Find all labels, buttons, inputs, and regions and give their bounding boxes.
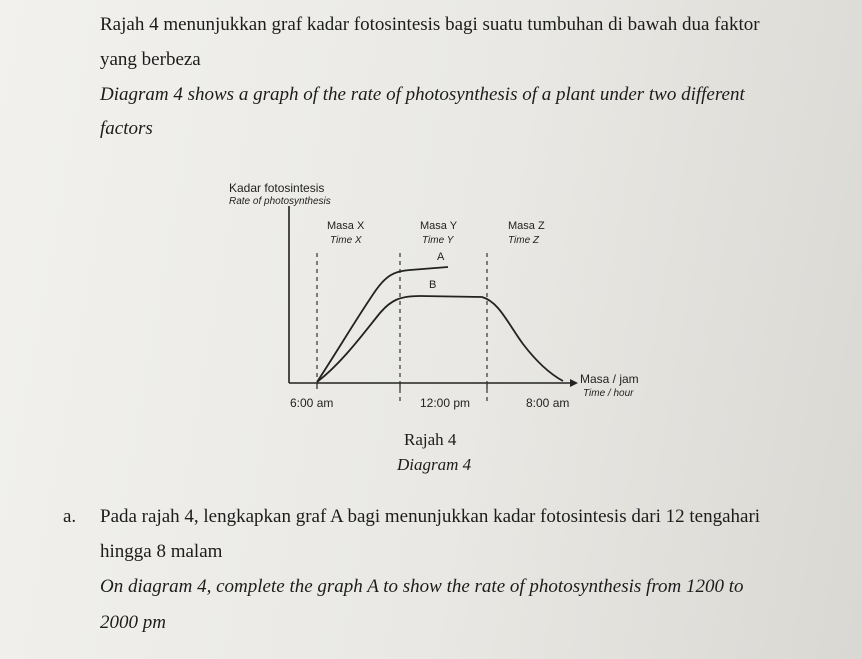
tick-label-6am: 6:00 am	[290, 396, 334, 410]
question-en-line2: 2000 pm	[100, 612, 166, 633]
intro-ms-line1: Rajah 4 menunjukkan graf kadar fotosintesis bagi suatu tumbuhan di bawah dua faktor	[100, 14, 760, 35]
question-en-line1: On diagram 4, complete the graph A to show the rate of photosynthesis from 1200 to	[100, 576, 744, 597]
y-axis-label-ms: Kadar fotosintesis	[229, 181, 325, 195]
intro-ms-line2: yang berbeza	[100, 49, 201, 70]
question-ms-line2: hingga 8 malam	[100, 541, 223, 562]
time-x-label-en: Time X	[330, 235, 362, 246]
question-ms-line1: Pada rajah 4, lengkapkan graf A bagi menunjukkan kadar fotosintesis dari 12 tengahari	[100, 506, 761, 527]
curve-a-label: A	[437, 251, 445, 263]
tick-label-8am: 8:00 am	[526, 396, 570, 410]
x-axis-label-ms: Masa / jam	[580, 372, 639, 386]
caption-en: Diagram 4	[397, 455, 472, 474]
intro-en-line1: Diagram 4 shows a graph of the rate of photosynthesis of a plant under two different	[100, 84, 745, 105]
time-y-label-ms: Masa Y	[420, 220, 458, 232]
time-z-label-ms: Masa Z	[508, 220, 545, 232]
x-axis-arrowhead	[570, 379, 578, 387]
curve-b	[317, 296, 563, 382]
time-z-label-en: Time Z	[508, 235, 540, 246]
intro-en-line2: factors	[100, 118, 153, 139]
tick-label-12pm: 12:00 pm	[420, 396, 471, 410]
x-axis-label-en: Time / hour	[583, 388, 634, 399]
y-axis-label-en: Rate of photosynthesis	[229, 196, 331, 207]
curve-b-label: B	[429, 279, 437, 291]
question-letter: a.	[63, 506, 77, 527]
time-x-label-ms: Masa X	[327, 220, 365, 232]
time-y-label-en: Time Y	[422, 235, 454, 246]
caption-ms: Rajah 4	[404, 430, 457, 449]
